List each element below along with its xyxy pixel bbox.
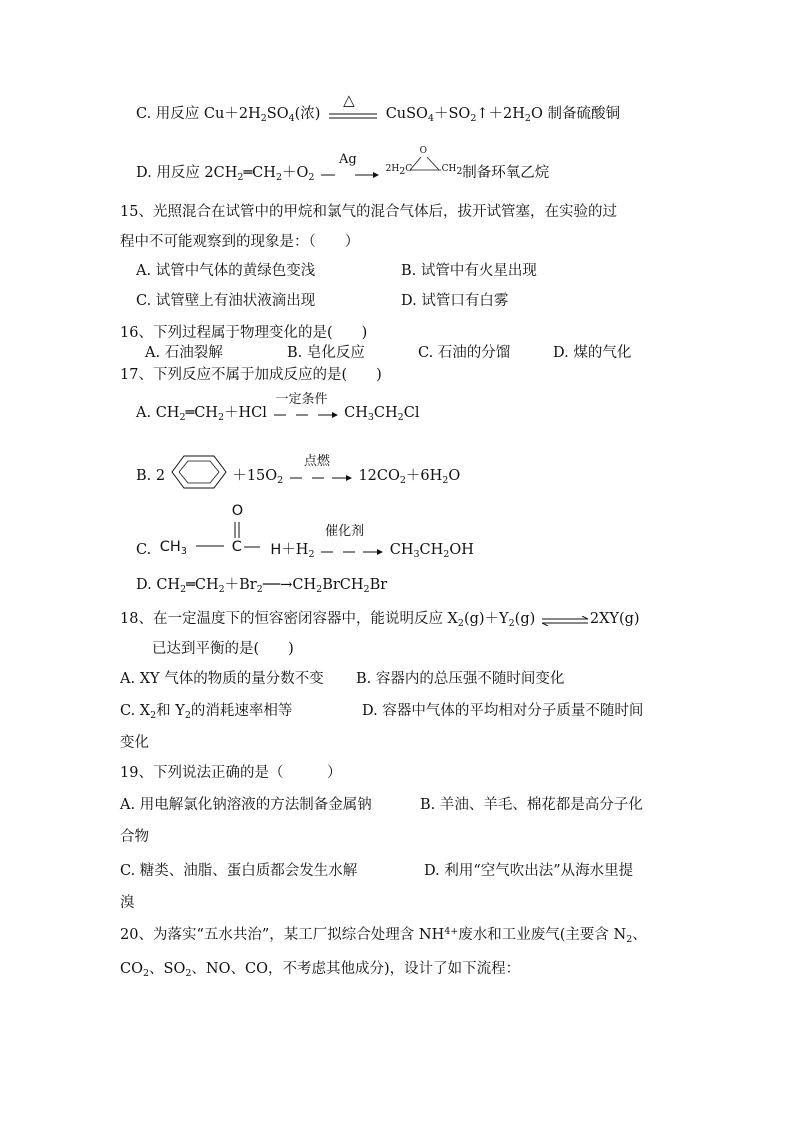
q18-option-a: A. XY 气体的物质的量分数不变 [120,671,324,687]
q18-option-d-line1: D. 容器中气体的平均相对分子质量不随时间 [362,703,644,719]
epoxide-structure: $2H_2C$ O $CH_2$ [385,146,463,177]
q18-stem-line1: 18、在一定温度下的恒容密闭容器中，能说明反应 $X_2(g)+Y_2(g)$ 2XY(g) [120,611,640,629]
ignite-condition-arrow: 点燃 [290,469,352,484]
q18-option-b: B. 容器内的总压强不随时间变化 [356,671,565,687]
equilibrium-arrow [542,612,588,627]
q15-option-c: C. 试管壁上有油状液滴出现 [136,293,316,309]
q14-option-d: D. 用反应 $2CH_2═CH_2+O_2$ Ag $2H_2C$ O $CH_2$ 制备环氧乙烷 [136,146,550,183]
q16-option-b: B. 皂化反应 [287,345,365,361]
q15-option-d: D. 试管口有白雾 [401,293,509,309]
q19-option-a: A. 用电解氯化钠溶液的方法制备金属钠 [120,797,372,813]
q17-stem: 17、下列反应不属于加成反应的是( ) [120,367,382,383]
benzene-ring [170,466,228,480]
q14-option-c: C. 用反应 $Cu+2H_2SO_4$(浓) △ $CuSO_4+SO_2↑+2H_2O$ 制备硫酸铜 [136,91,620,124]
q15-stem-line1: 15、光照混合在试管中的甲烷和氯气的混合气体后，拔开试管塞，在实验的过 [120,204,617,220]
q17-option-d: D. $CH_2═CH_2+Br_2──\to CH_2BrCH_2Br$ [136,577,388,595]
q19-option-d-line1: D. 利用“空气吹出法”从海水里提 [424,863,634,879]
q16-stem: 16、下列过程属于物理变化的是( ) [120,325,368,341]
q19-option-b-line2: 合物 [120,829,149,845]
q19-option-b-line1: B. 羊油、羊毛、棉花都是高分子化 [420,797,643,813]
catalyst-condition-arrow: 催化剂 [321,543,383,558]
q15-option-a: A. 试管中气体的黄绿色变浅 [136,263,316,279]
q16-option-d: D. 煤的气化 [553,345,632,361]
q16-option-c: C. 石油的分馏 [418,345,511,361]
condition-arrow: 一定条件 [274,406,338,421]
q20-stem-line2: $CO_2$、$SO_2$、NO、CO，不考虑其他成分)，设计了如下流程： [120,961,521,979]
q19-option-c: C. 糖类、油脂、蛋白质都会发生水解 [120,863,358,879]
q15-stem-line2: 程中不可能观察到的现象是：（ ） [120,234,360,250]
q16-option-a: A. 石油裂解 [145,345,223,361]
q18-option-d-line2: 变化 [120,735,149,751]
q18-stem-line2: 已达到平衡的是( ) [152,641,294,657]
q18-option-c: C. $X_2$和 $Y_2$的消耗速率相等 [120,703,293,721]
q17-option-b: B. 2 $+15O_2$ 点燃 $12CO_2+6H_2O$ [136,454,461,486]
q20-stem-line1: 20、为落实“五水共治”，某工厂拟综合处理含 $NH^{4+}$废水和工业废气(主要含 $N_2$、 [120,926,647,945]
ag-catalyst-arrow: Ag [321,166,379,181]
q19-stem: 19、下列说法正确的是（ ） [120,765,342,781]
q15-option-b: B. 试管中有火星出现 [401,263,537,279]
q19-option-d-line2: 溴 [120,895,135,911]
q17-option-a: A. $CH_2═CH_2+HCl$ 一定条件 $CH_3CH_2Cl$ [136,392,420,423]
acetaldehyde-structure: $CH_3$ O C [159,503,244,557]
q17-option-c: C. $CH_3$ O C $H+H_2$ 催化剂 $CH_3CH_2OH$ [136,503,474,560]
heat-condition-arrow: △ [343,91,355,109]
